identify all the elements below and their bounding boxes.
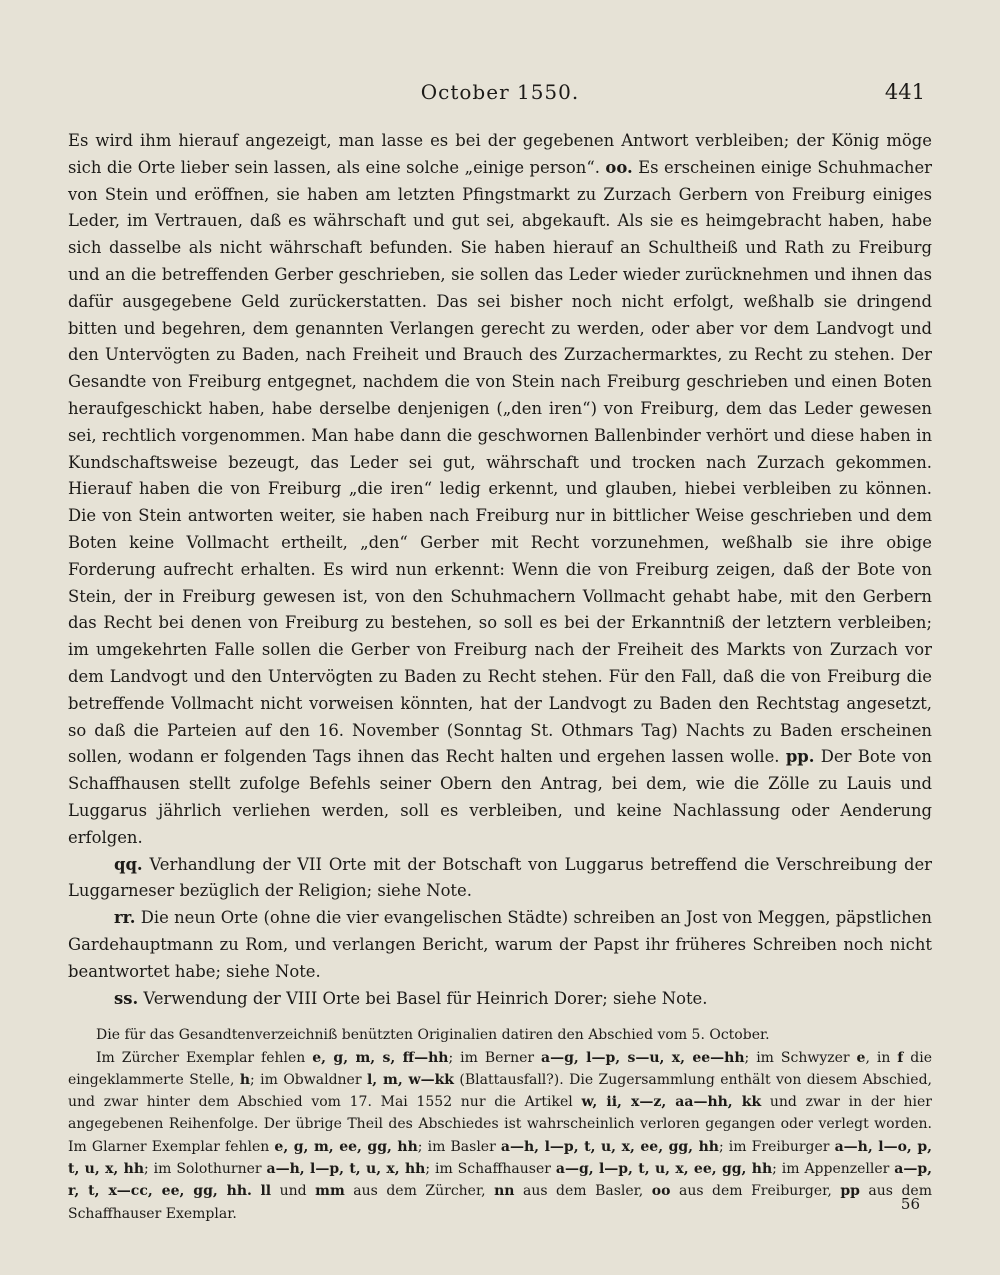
section-marker: a—h, l—p, t, u, x, hh — [266, 1161, 426, 1178]
section-marker: ll — [260, 1183, 272, 1200]
page-header — [0, 80, 1000, 116]
section-marker: a—h, l—p, t, u, x, ee, gg, hh — [500, 1138, 719, 1155]
text-run: aus dem Basler, — [514, 1183, 652, 1200]
text-run: Verhandlung der VII Orte mit der Botschaft von Luggarus betreffend die Verschreibung der Luggarneser bezüglich der Religion; siehe Note. — [68, 854, 932, 901]
paragraph-0 — [68, 128, 932, 852]
section-marker: oo. — [605, 157, 633, 177]
text-run: Verwendung der VIII Orte bei Basel für Heinrich Dorer; siehe Note. — [138, 988, 708, 1008]
section-marker: e, g, m, ee, gg, hh — [274, 1138, 418, 1155]
section-marker: h — [239, 1071, 251, 1088]
section-marker: w, ii, x—z, aa—hh, kk — [581, 1094, 762, 1111]
section-marker: a—g, l—p, t, u, x, ee, gg, hh — [555, 1161, 773, 1178]
note-1 — [68, 1047, 932, 1225]
text-run: Die neun Orte (ohne die vier evangelischen Städte) schreiben an Jost von Meggen, päpstlichen Gardehauptmann zu Rom, und verlangen Bericht, warum der Papst ihr früheres Schreiben noch nicht beantwortet habe; siehe Note. — [68, 908, 932, 981]
paragraph-2 — [68, 905, 932, 985]
section-marker: e, g, m, s, ff—hh — [312, 1049, 449, 1066]
section-marker: oo — [651, 1183, 671, 1200]
text-run: ; im Freiburger — [718, 1138, 835, 1155]
section-marker: l, m, w—kk — [366, 1071, 454, 1088]
section-marker: e — [856, 1049, 866, 1066]
section-marker: f — [897, 1049, 904, 1066]
text-run: die eingeklammerte Stelle, — [68, 1049, 932, 1088]
text-run: und — [271, 1183, 316, 1200]
footnotes — [68, 1024, 932, 1225]
text-run: ; im Schwyzer — [744, 1049, 857, 1066]
text-run: ; im Solothurner — [144, 1161, 267, 1178]
text-run: Der Bote von Schaffhausen stellt zufolge Befehls seiner Obern den Antrag, bei dem, wie die Zölle zu Lauis und Luggarus jährlich verliehen werden, soll es verbleiben, und keine Nachlassung oder Aenderung erfolgen. — [68, 747, 932, 847]
text-run: (Blattausfall?). Die Zugersammlung enthält von diesem Abschied, und zwar hinter dem Abschied vom 17. Mai 1552 nur die Artikel — [68, 1071, 932, 1111]
running-title: October 1550. — [420, 80, 580, 104]
text-run: Es wird ihm hierauf angezeigt, man lasse es bei der gegebenen Antwort verbleiben; der König möge sich die Orte lieber sein lassen, als eine solche „einige person“. — [68, 131, 932, 177]
section-marker: ss. — [114, 988, 139, 1008]
text-run: ; im Obwaldner — [250, 1071, 367, 1088]
text-run: ; im Appenzeller — [772, 1161, 895, 1178]
section-marker: rr. — [114, 908, 136, 928]
text-run: ; im Schaffhauser — [425, 1161, 556, 1178]
text-run: Die für das Gesandtenverzeichniß benützten Originalien datiren den Abschied vom 5. October. — [96, 1027, 770, 1044]
paragraph-3 — [68, 986, 932, 1013]
text-run: ; im Basler — [417, 1138, 501, 1155]
main-text — [68, 128, 932, 1225]
section-marker: a—p, r, t, x—cc, ee, gg, hh. — [68, 1161, 933, 1200]
page-number: 441 — [884, 80, 925, 104]
printer-signature: 56 — [900, 1195, 920, 1213]
section-marker: pp — [840, 1183, 860, 1200]
section-marker: a—g, l—p, s—u, x, ee—hh — [541, 1049, 745, 1066]
text-run: ; im Berner — [448, 1049, 542, 1066]
text-run: aus dem Zürcher, — [344, 1183, 495, 1200]
text-run: aus dem Freiburger, — [670, 1183, 841, 1200]
section-marker: a—h, l—o, p, t, u, x, hh — [68, 1138, 933, 1178]
note-0 — [68, 1024, 932, 1046]
section-marker: qq. — [114, 854, 143, 874]
text-run: Im Zürcher Exemplar fehlen — [96, 1049, 313, 1066]
text-run: aus dem Schaffhauser Exemplar. — [68, 1183, 932, 1222]
section-marker: nn — [494, 1183, 515, 1200]
text-run: und zwar in der hier angegebenen Reihenfolge. Der übrige Theil des Abschiedes ist wahrscheinlich verloren gegangen oder verlegt worden. Im Glarner Exemplar fehlen — [68, 1094, 932, 1155]
text-run: Es erscheinen einige Schuhmacher von Stein und eröffnen, sie haben am letzten Pfingstmarkt zu Zurzach Gerbern von Freiburg einiges Leder, im Vertrauen, daß es währschaft und gut sei, abgekauft. Als sie es heimgebracht haben, habe sich dasselbe als nicht währschaft befunden. Sie haben hierauf an Schultheiß und Rath zu Freiburg und an die betreffenden Gerber geschrieben, sie sollen das Leder wieder zurücknehmen und ihnen das dafür ausgegebene Geld zurückerstatten. Das sei bisher noch nicht erfolgt, weßhalb sie dringend bitten und begehren, dem genannten Verlangen gerecht zu werden, oder aber vor dem Landvogt und den Untervögten zu Baden, nach Freiheit und Brauch des Zurzachermarktes, zu Recht zu stehen. Der Gesandte von Freiburg entgegnet, nachdem die von Stein nach Freiburg geschrieben und einen Boten heraufgeschickt haben, habe derselbe denjenigen („den iren“) von Freiburg, dem das Leder gewesen sei, rechtlich vorgenommen. Man habe dann die geschwornen Ballenbinder verhört und diese haben in Kundschaftsweise bezeugt, das Leder sei gut, währschaft und trocken nach Zurzach gekommen. Hierauf haben die von Freiburg „die iren“ ledig erkennt, und glauben, hiebei verbleiben zu können. Die von Stein antworten weiter, sie haben nach Freiburg nur in bittlicher Weise geschrieben und dem Boten keine Vollmacht ertheilt, „den“ Gerber mit Recht vorzunehmen, weßhalb sie ihre obige Forderung aufrecht erhalten. Es wird nun erkennt: Wenn die von Freiburg zeigen, daß der Bote von Stein, der in Freiburg gewesen ist, von den Schuhmachern Vollmacht gehabt habe, mit den Gerbern das Recht bei denen von Freiburg zu bestehen, so soll es bei der Erkanntniß der letztern verbleiben; im umgekehrten Falle sollen die Gerber von Freiburg nach der Freiheit des Markts von Zurzach vor dem Landvogt und den Untervögten zu Baden zu Recht stehen. Für den Fall, daß die von Freiburg die betreffende Vollmacht nicht vorweisen könnten, hat der Landvogt zu Baden den Rechtstag angesetzt, so daß die Parteien auf den 16. November (Sonntag St. Othmars Tag) Nachts zu Baden erscheinen sollen, wodann er folgenden Tags ihnen das Recht halten und ergehen lassen wolle. — [68, 157, 933, 767]
text-run: , in — [865, 1049, 898, 1066]
section-marker: pp. — [785, 747, 815, 767]
section-marker: mm — [315, 1183, 345, 1200]
paragraph-1 — [68, 852, 932, 906]
